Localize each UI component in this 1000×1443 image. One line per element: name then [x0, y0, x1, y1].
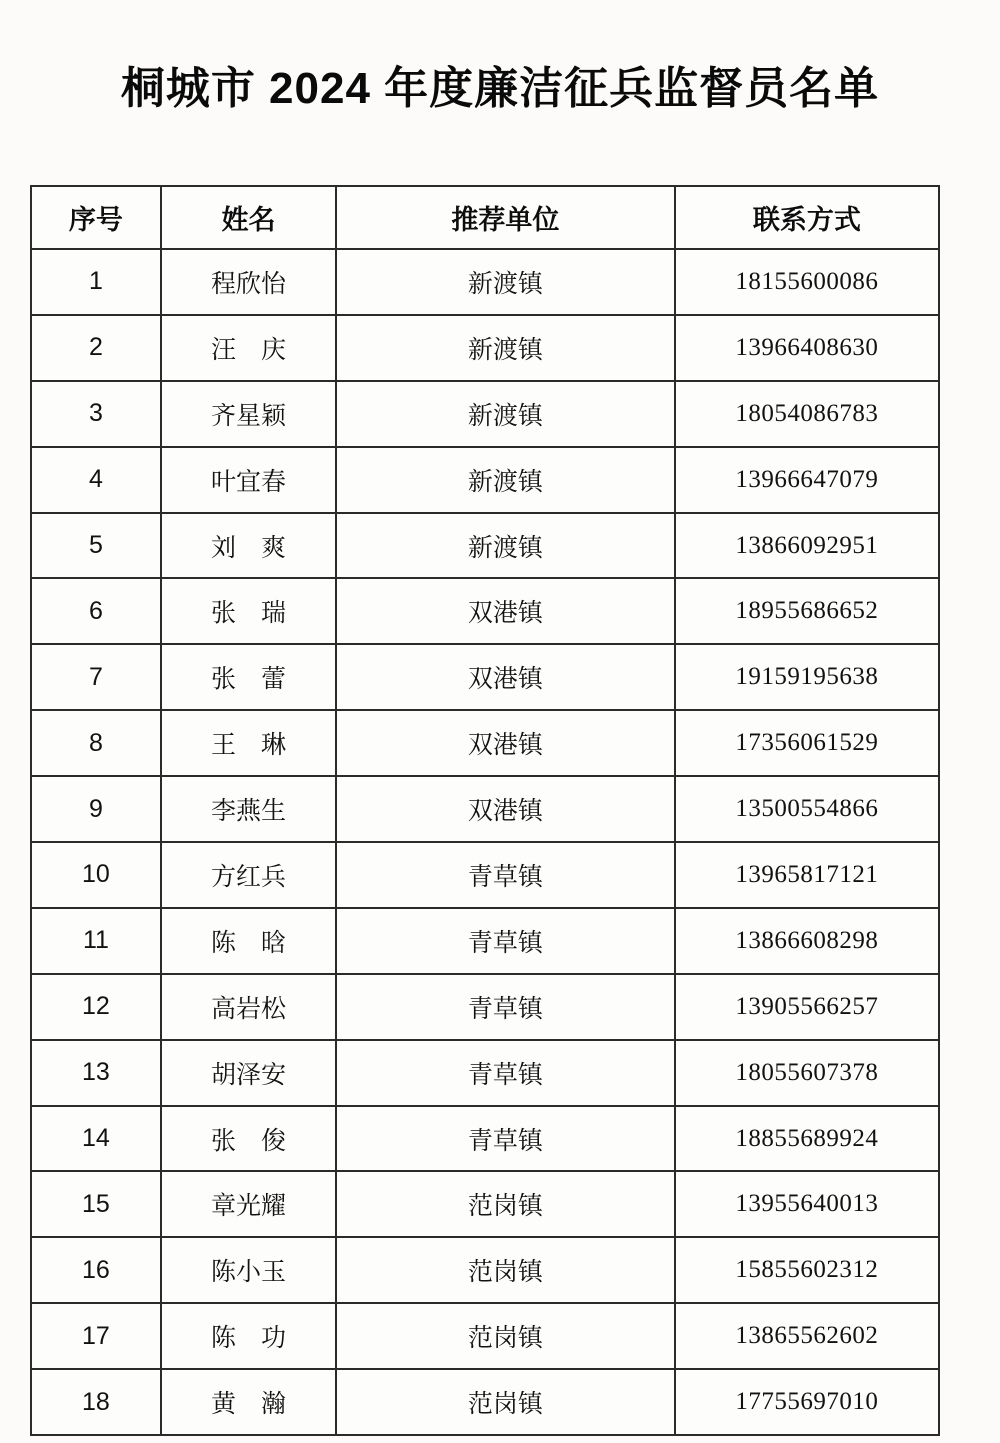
table-row [31, 1303, 939, 1369]
cell-name: 张 俊 [161, 1106, 336, 1172]
cell-unit: 双港镇 [336, 776, 675, 842]
cell-unit: 青草镇 [336, 908, 675, 974]
table-row [31, 644, 939, 710]
cell-phone: 13966647079 [675, 447, 939, 513]
cell-number: 2 [31, 315, 161, 381]
supervisors-table [30, 185, 940, 1436]
cell-name: 刘 爽 [161, 513, 336, 579]
table-row [31, 776, 939, 842]
cell-unit: 范岗镇 [336, 1303, 675, 1369]
cell-name: 叶宜春 [161, 447, 336, 513]
table-row [31, 249, 939, 315]
cell-number: 10 [31, 842, 161, 908]
column-header-name: 姓名 [161, 186, 336, 249]
cell-phone: 13905566257 [675, 974, 939, 1040]
cell-phone: 13955640013 [675, 1171, 939, 1237]
cell-number: 16 [31, 1237, 161, 1303]
cell-name: 李燕生 [161, 776, 336, 842]
table-row [31, 974, 939, 1040]
cell-number: 11 [31, 908, 161, 974]
cell-unit: 新渡镇 [336, 249, 675, 315]
cell-number: 4 [31, 447, 161, 513]
table-row [31, 447, 939, 513]
table-row [31, 1040, 939, 1106]
cell-unit: 范岗镇 [336, 1369, 675, 1435]
cell-name: 张 瑞 [161, 578, 336, 644]
cell-unit: 新渡镇 [336, 447, 675, 513]
cell-number: 13 [31, 1040, 161, 1106]
cell-unit: 新渡镇 [336, 381, 675, 447]
column-header-number: 序号 [31, 186, 161, 249]
cell-name: 陈 功 [161, 1303, 336, 1369]
cell-phone: 13966408630 [675, 315, 939, 381]
table-row [31, 710, 939, 776]
cell-phone: 17755697010 [675, 1369, 939, 1435]
table-row [31, 578, 939, 644]
cell-phone: 18855689924 [675, 1106, 939, 1172]
cell-phone: 15855602312 [675, 1237, 939, 1303]
cell-phone: 17356061529 [675, 710, 939, 776]
cell-phone: 13866608298 [675, 908, 939, 974]
cell-name: 王 琳 [161, 710, 336, 776]
cell-unit: 双港镇 [336, 578, 675, 644]
cell-phone: 13865562602 [675, 1303, 939, 1369]
table-row [31, 1106, 939, 1172]
cell-unit: 新渡镇 [336, 315, 675, 381]
table-row [31, 381, 939, 447]
cell-number: 5 [31, 513, 161, 579]
header-row [31, 186, 939, 249]
cell-name: 章光耀 [161, 1171, 336, 1237]
page-title: 桐城市 2024 年度廉洁征兵监督员名单 [120, 64, 880, 113]
cell-number: 14 [31, 1106, 161, 1172]
cell-phone: 18955686652 [675, 578, 939, 644]
column-header-contact: 联系方式 [675, 186, 939, 249]
cell-unit: 范岗镇 [336, 1237, 675, 1303]
table-row [31, 513, 939, 579]
cell-phone: 13965817121 [675, 842, 939, 908]
table-row [31, 1369, 939, 1435]
cell-name: 胡泽安 [161, 1040, 336, 1106]
table-row [31, 1237, 939, 1303]
cell-number: 15 [31, 1171, 161, 1237]
cell-number: 18 [31, 1369, 161, 1435]
cell-number: 1 [31, 249, 161, 315]
cell-unit: 青草镇 [336, 1106, 675, 1172]
cell-number: 8 [31, 710, 161, 776]
cell-unit: 新渡镇 [336, 513, 675, 579]
cell-phone: 19159195638 [675, 644, 939, 710]
cell-number: 9 [31, 776, 161, 842]
cell-unit: 青草镇 [336, 974, 675, 1040]
cell-number: 6 [31, 578, 161, 644]
cell-name: 方红兵 [161, 842, 336, 908]
cell-name: 汪 庆 [161, 315, 336, 381]
cell-number: 3 [31, 381, 161, 447]
cell-name: 高岩松 [161, 974, 336, 1040]
cell-number: 12 [31, 974, 161, 1040]
table-row [31, 1171, 939, 1237]
table-body [31, 249, 939, 1435]
table-row [31, 842, 939, 908]
cell-unit: 范岗镇 [336, 1171, 675, 1237]
cell-phone: 18054086783 [675, 381, 939, 447]
table-row [31, 908, 939, 974]
cell-name: 齐星颖 [161, 381, 336, 447]
cell-name: 程欣怡 [161, 249, 336, 315]
cell-unit: 青草镇 [336, 1040, 675, 1106]
cell-phone: 13500554866 [675, 776, 939, 842]
cell-unit: 双港镇 [336, 644, 675, 710]
cell-phone: 13866092951 [675, 513, 939, 579]
cell-unit: 青草镇 [336, 842, 675, 908]
cell-name: 陈小玉 [161, 1237, 336, 1303]
cell-name: 黄 瀚 [161, 1369, 336, 1435]
table-header [31, 186, 939, 249]
cell-number: 17 [31, 1303, 161, 1369]
cell-name: 陈 晗 [161, 908, 336, 974]
column-header-unit: 推荐单位 [336, 186, 675, 249]
cell-name: 张 蕾 [161, 644, 336, 710]
cell-number: 7 [31, 644, 161, 710]
cell-unit: 双港镇 [336, 710, 675, 776]
cell-phone: 18155600086 [675, 249, 939, 315]
table-row [31, 315, 939, 381]
cell-phone: 18055607378 [675, 1040, 939, 1106]
